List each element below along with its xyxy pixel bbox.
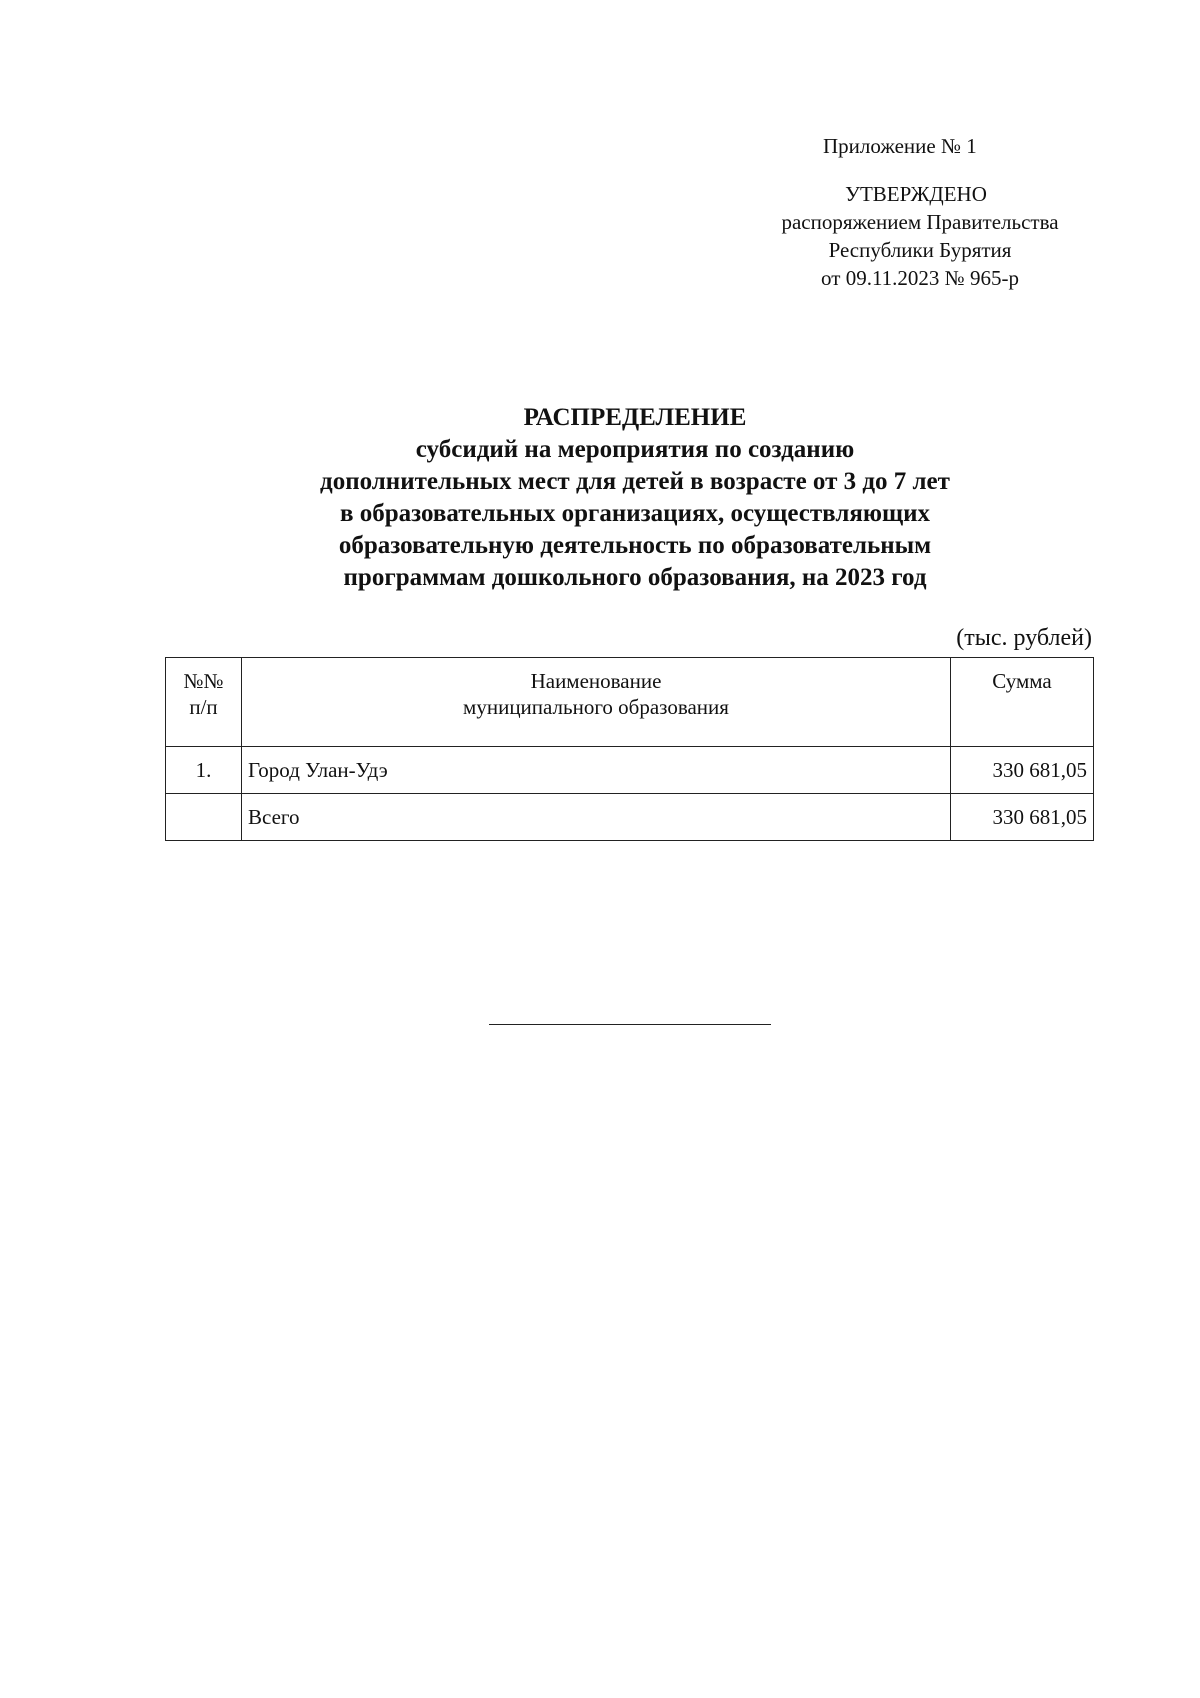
attachment-number: Приложение № 1 <box>823 134 977 158</box>
header-name-line: Наименование <box>530 669 662 693</box>
document-title <box>160 402 1110 594</box>
distribution-table <box>165 657 1094 841</box>
row-sum: 330 681,05 <box>951 794 1094 841</box>
header-name-line: муниципального образования <box>463 695 729 719</box>
header-num-line: №№ <box>183 669 224 693</box>
approval-line: Республики Бурятия <box>828 238 1012 262</box>
header-sum: Сумма <box>951 658 1094 747</box>
row-name: Всего <box>242 794 951 841</box>
table-row <box>166 747 1094 794</box>
title-line: субсидий на мероприятия по созданию <box>415 436 855 463</box>
header-num-line: п/п <box>189 695 218 719</box>
title-line: дополнительных мест для детей в возрасте от 3 до 7 лет <box>320 468 950 495</box>
header-name <box>242 658 951 747</box>
title-heading: РАСПРЕДЕЛЕНИЕ <box>523 404 747 431</box>
title-line: программам дошкольного образования, на 2023 год <box>343 564 927 591</box>
row-name: Город Улан-Удэ <box>242 747 951 794</box>
row-num <box>166 794 242 841</box>
approval-line: распоряжением Правительства <box>781 210 1059 234</box>
title-line: в образовательных организациях, осуществляющих <box>339 500 930 527</box>
header-num <box>166 658 242 747</box>
approval-block <box>760 132 1080 292</box>
table-header-row <box>166 658 1094 747</box>
end-divider <box>489 1024 771 1025</box>
table-row-total <box>166 794 1094 841</box>
title-line: образовательную деятельность по образовательным <box>338 532 932 559</box>
row-sum: 330 681,05 <box>951 747 1094 794</box>
approval-line: от 09.11.2023 № 965-р <box>821 266 1019 290</box>
units-label: (тыс. рублей) <box>956 625 1092 651</box>
approved-label: УТВЕРЖДЕНО <box>845 182 987 206</box>
row-num: 1. <box>166 747 242 794</box>
